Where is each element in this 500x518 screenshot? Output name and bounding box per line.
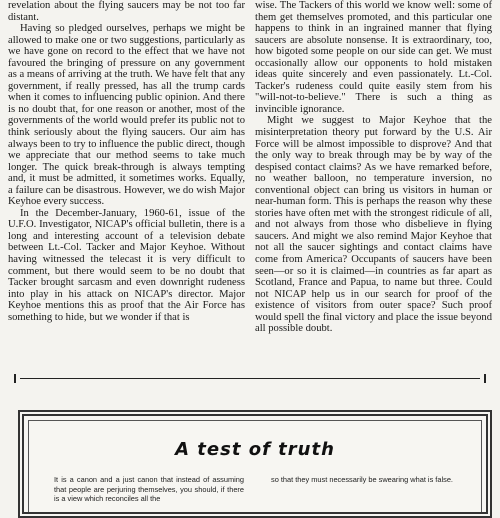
divider-line: [20, 378, 480, 379]
divider-right-cap: [478, 374, 486, 383]
left-column: [8, 0, 245, 335]
paragraph: Having so pledged ourselves, perhaps we might be allowed to make one or two suggestions, particularly as we have gone on record to the effect that we have not favoured the bringing of pressure on any government as a means of arriving at the truth. We have felt that any government, if really pressed, has all the trump cards when it comes to influencing public opinion. And there is no doubt that, for one reason or another, most of the governments of the world would prefer its public not to think seriously about the flying saucers. Our aim has always been to try to influence the public direct, though we appreciate that our method seems to take much longer. The quick break-through is always tempting and, it must be admitted, it sometimes works. Equally, a failure can be disastrous. However, we do wish Major Keyhoe every success.: [8, 23, 245, 208]
boxed-left-text: It is a canon and a just canon that instead of assuming that people are perjuring themselves, you should, if there is a view which reconciles all the: [54, 475, 244, 503]
paragraph: In the December-January, 1960-61, issue of the U.F.O. Investigator, NICAP's official bulletin, there is a long and interesting account of a television debate between Lt.-Col. Tacker and Major Keyhoe. Without having witnessed the telecast it is very difficult to comment, but there would seem to be no doubt that Tacker brought sarcasm and even downright rudeness into play in his attack on NICAP's director. Major Keyhoe mentions this as proof that the Air Force has something to hide, but we wonder if that is: [8, 207, 245, 323]
paragraph: revelation about the flying saucers may be not too far distant.: [8, 0, 245, 23]
section-divider: [8, 374, 492, 384]
paragraph: wise. The Tackers of this world we know well: some of them get themselves promoted, and this particular one happens to think in an ingrained manner that flying saucers are absolute nonsense. It is extraordinary, too, how bigoted some people on our side can get. We must occasionally allow our opponents to hold mistaken ideas quite sincerely and even passionately. Lt.-Col. Tacker's rudeness could quite easily stem from his "will-not-to-believe." There is such a thing as invincible ignorance.: [255, 0, 492, 115]
right-column: [255, 0, 492, 335]
boxed-right-text: so that they must necessarily be swearing what is false.: [271, 475, 453, 484]
boxed-article: [18, 410, 492, 518]
article-columns: [8, 0, 492, 335]
boxed-article-columns: [54, 475, 456, 504]
boxed-article-title: A test of truth: [175, 439, 335, 460]
paragraph: Might we suggest to Major Keyhoe that the misinterpretation theory put forward by the U.S. Air Force will be almost impossible to disprove? And that the only way to break through may be by way of the despised contact claims? As we have remarked before, no weather balloon, no temperature inversion, no conventional object can bring us visitors in human or near-human form. This is perhaps the reason why these stories have often met with the strongest ridicule of all, and not always from those who disbelieve in flying saucers. And might we also remind Major Keyhoe that not all the saucer sightings and contact claims have come from America? Occupants of saucers have been seen—or so it is claimed—in countries as far apart as Scotland, France and Papua, to name but three. Could not NICAP help us in our search for proof of the existence of visitors from outer space? Such proof would spell the final victory and place the issue beyond all possible doubt.: [255, 115, 492, 335]
